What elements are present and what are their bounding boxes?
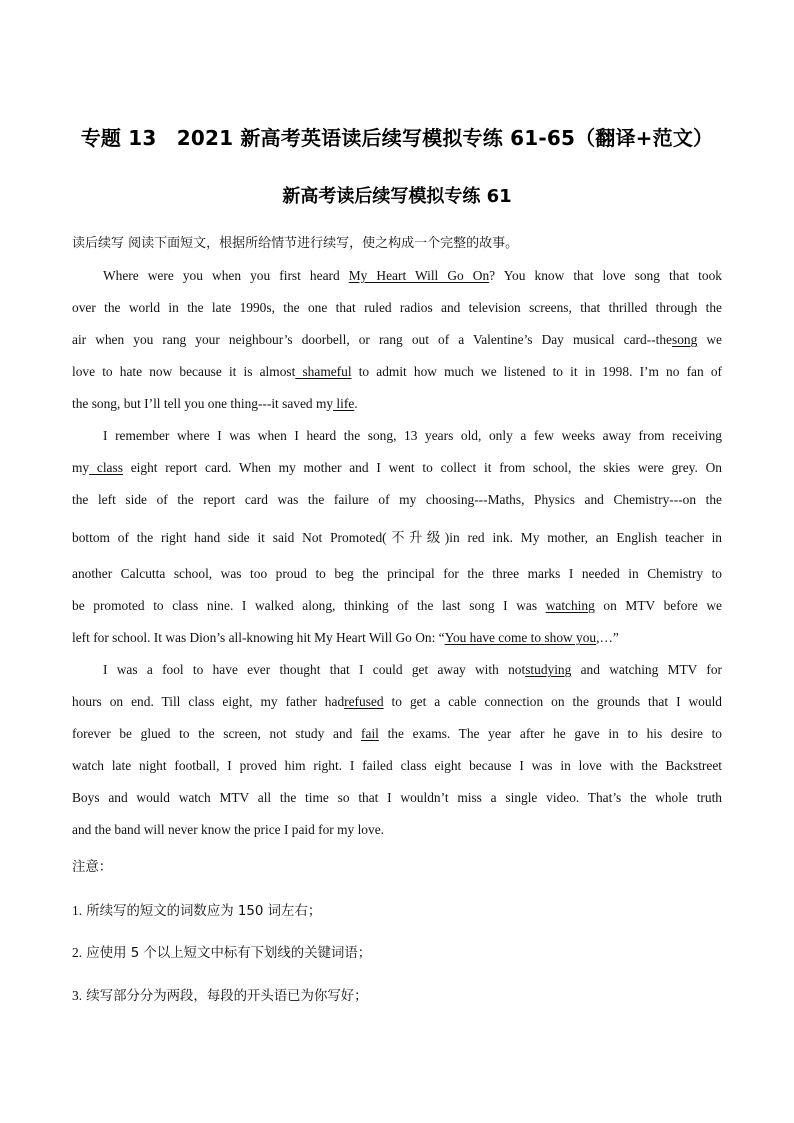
text-run: to get a cable connection on the grounds that I would bbox=[383, 694, 722, 709]
note-number: 3. bbox=[72, 988, 83, 1003]
paragraph-line bbox=[103, 660, 722, 680]
underlined-keyword: class bbox=[89, 460, 123, 475]
underlined-keyword: refused bbox=[344, 694, 384, 709]
paragraph-line: I remember where I was when I heard the song, 13 years old, only a few weeks away from receiving bbox=[103, 428, 722, 443]
note-item-1 bbox=[72, 900, 321, 919]
text-run: we bbox=[697, 332, 722, 347]
text-run: to admit how much we listened to it in 1998. I’m no fan of bbox=[351, 364, 722, 379]
text-run: the exams. The year after he gave in to his desire to bbox=[378, 726, 722, 741]
text-run: the song, but I’ll tell you one thing---it saved my bbox=[72, 396, 334, 411]
underlined-keyword: My Heart Will Go On bbox=[348, 268, 490, 283]
underlined-keyword: song bbox=[672, 332, 698, 347]
paragraph-line: watch late night football, I proved him right. I failed class eight because I was in love with the Backstreet bbox=[72, 758, 722, 773]
paragraph-line bbox=[72, 362, 722, 382]
text-run: left for school. It was Dion’s all-knowing hit My Heart Will Go On: “ bbox=[72, 630, 445, 645]
underlined-keyword: watching bbox=[545, 598, 595, 613]
text-run: I was a fool to have ever thought that I could get away with not bbox=[103, 662, 526, 677]
text-run: my bbox=[72, 460, 90, 475]
paragraph-line bbox=[72, 330, 722, 350]
text-run: . bbox=[354, 396, 358, 411]
text-run: forever be glued to the screen, not study and bbox=[72, 726, 362, 741]
paragraph-line: another Calcutta school, was too proud to beg the principal for the three marks I needed in Chemistry to bbox=[72, 566, 722, 581]
note-text: 应使用 5 个以上短文中标有下划线的关键词语； bbox=[82, 946, 372, 961]
task-instruction: 读后续写 阅读下面短文，根据所给情节进行续写，使之构成一个完整的故事。 bbox=[72, 236, 519, 251]
text-run: be promoted to class nine. I walked along, thinking of the last song I was bbox=[72, 598, 546, 613]
paragraph-line bbox=[72, 724, 722, 744]
text-run: Where were you when you first heard bbox=[103, 268, 349, 283]
text-run: air when you rang your neighbour’s doorbell, or rang out of a Valentine’s Day musical card--the bbox=[72, 332, 672, 347]
document-title: 专题 13 2021 新高考英语读后续写模拟专练 61-65（翻译+范文） bbox=[80, 126, 714, 150]
paragraph-line: bottom of the right hand side it said Not Promoted(不升级)in red ink. My mother, an English teacher in bbox=[72, 530, 722, 545]
note-item-3 bbox=[72, 985, 368, 1004]
paragraph-line bbox=[72, 692, 722, 712]
paragraph-line: and the band will never know the price I paid for my love. bbox=[72, 822, 384, 837]
text-run: on MTV before we bbox=[594, 598, 723, 613]
paragraph-line: Boys and would watch MTV all the time so that I wouldn’t miss a single video. That’s the whole truth bbox=[72, 790, 722, 805]
paragraph-line bbox=[72, 596, 722, 616]
paragraph-line bbox=[103, 266, 722, 286]
text-run: ? You know that love song that took bbox=[489, 268, 722, 283]
text-run: love to hate now because it is almost bbox=[72, 364, 296, 379]
underlined-keyword: You have come to show you bbox=[444, 630, 597, 645]
note-text: 所续写的短文的词数应为 150 词左右； bbox=[82, 904, 322, 919]
underlined-keyword: life bbox=[333, 396, 355, 411]
paragraph-line bbox=[72, 458, 722, 478]
paragraph-line bbox=[72, 628, 722, 648]
note-text: 续写部分分为两段，每段的开头语已为你写好； bbox=[82, 989, 368, 1004]
paragraph-line bbox=[72, 394, 722, 414]
note-number: 2. bbox=[72, 945, 83, 960]
note-item-2 bbox=[72, 942, 371, 961]
text-run: eight report card. When my mother and I went to collect it from school, the skies were grey. On bbox=[122, 460, 722, 475]
text-run: and watching MTV for bbox=[571, 662, 722, 677]
note-number: 1. bbox=[72, 903, 83, 918]
document-subtitle: 新高考读后续写模拟专练 61 bbox=[282, 186, 512, 207]
text-run: ,…” bbox=[596, 630, 619, 645]
paragraph-line: over the world in the late 1990s, the one that ruled radios and television screens, that thrilled through the bbox=[72, 300, 722, 315]
notes-heading: 注意： bbox=[72, 860, 113, 875]
underlined-keyword: fail bbox=[361, 726, 379, 741]
underlined-keyword: shameful bbox=[295, 364, 352, 379]
paragraph-line: the left side of the report card was the failure of my choosing---Maths, Physics and Chemistry---on the bbox=[72, 492, 722, 507]
text-run: hours on end. Till class eight, my father had bbox=[72, 694, 345, 709]
underlined-keyword: studying bbox=[525, 662, 572, 677]
